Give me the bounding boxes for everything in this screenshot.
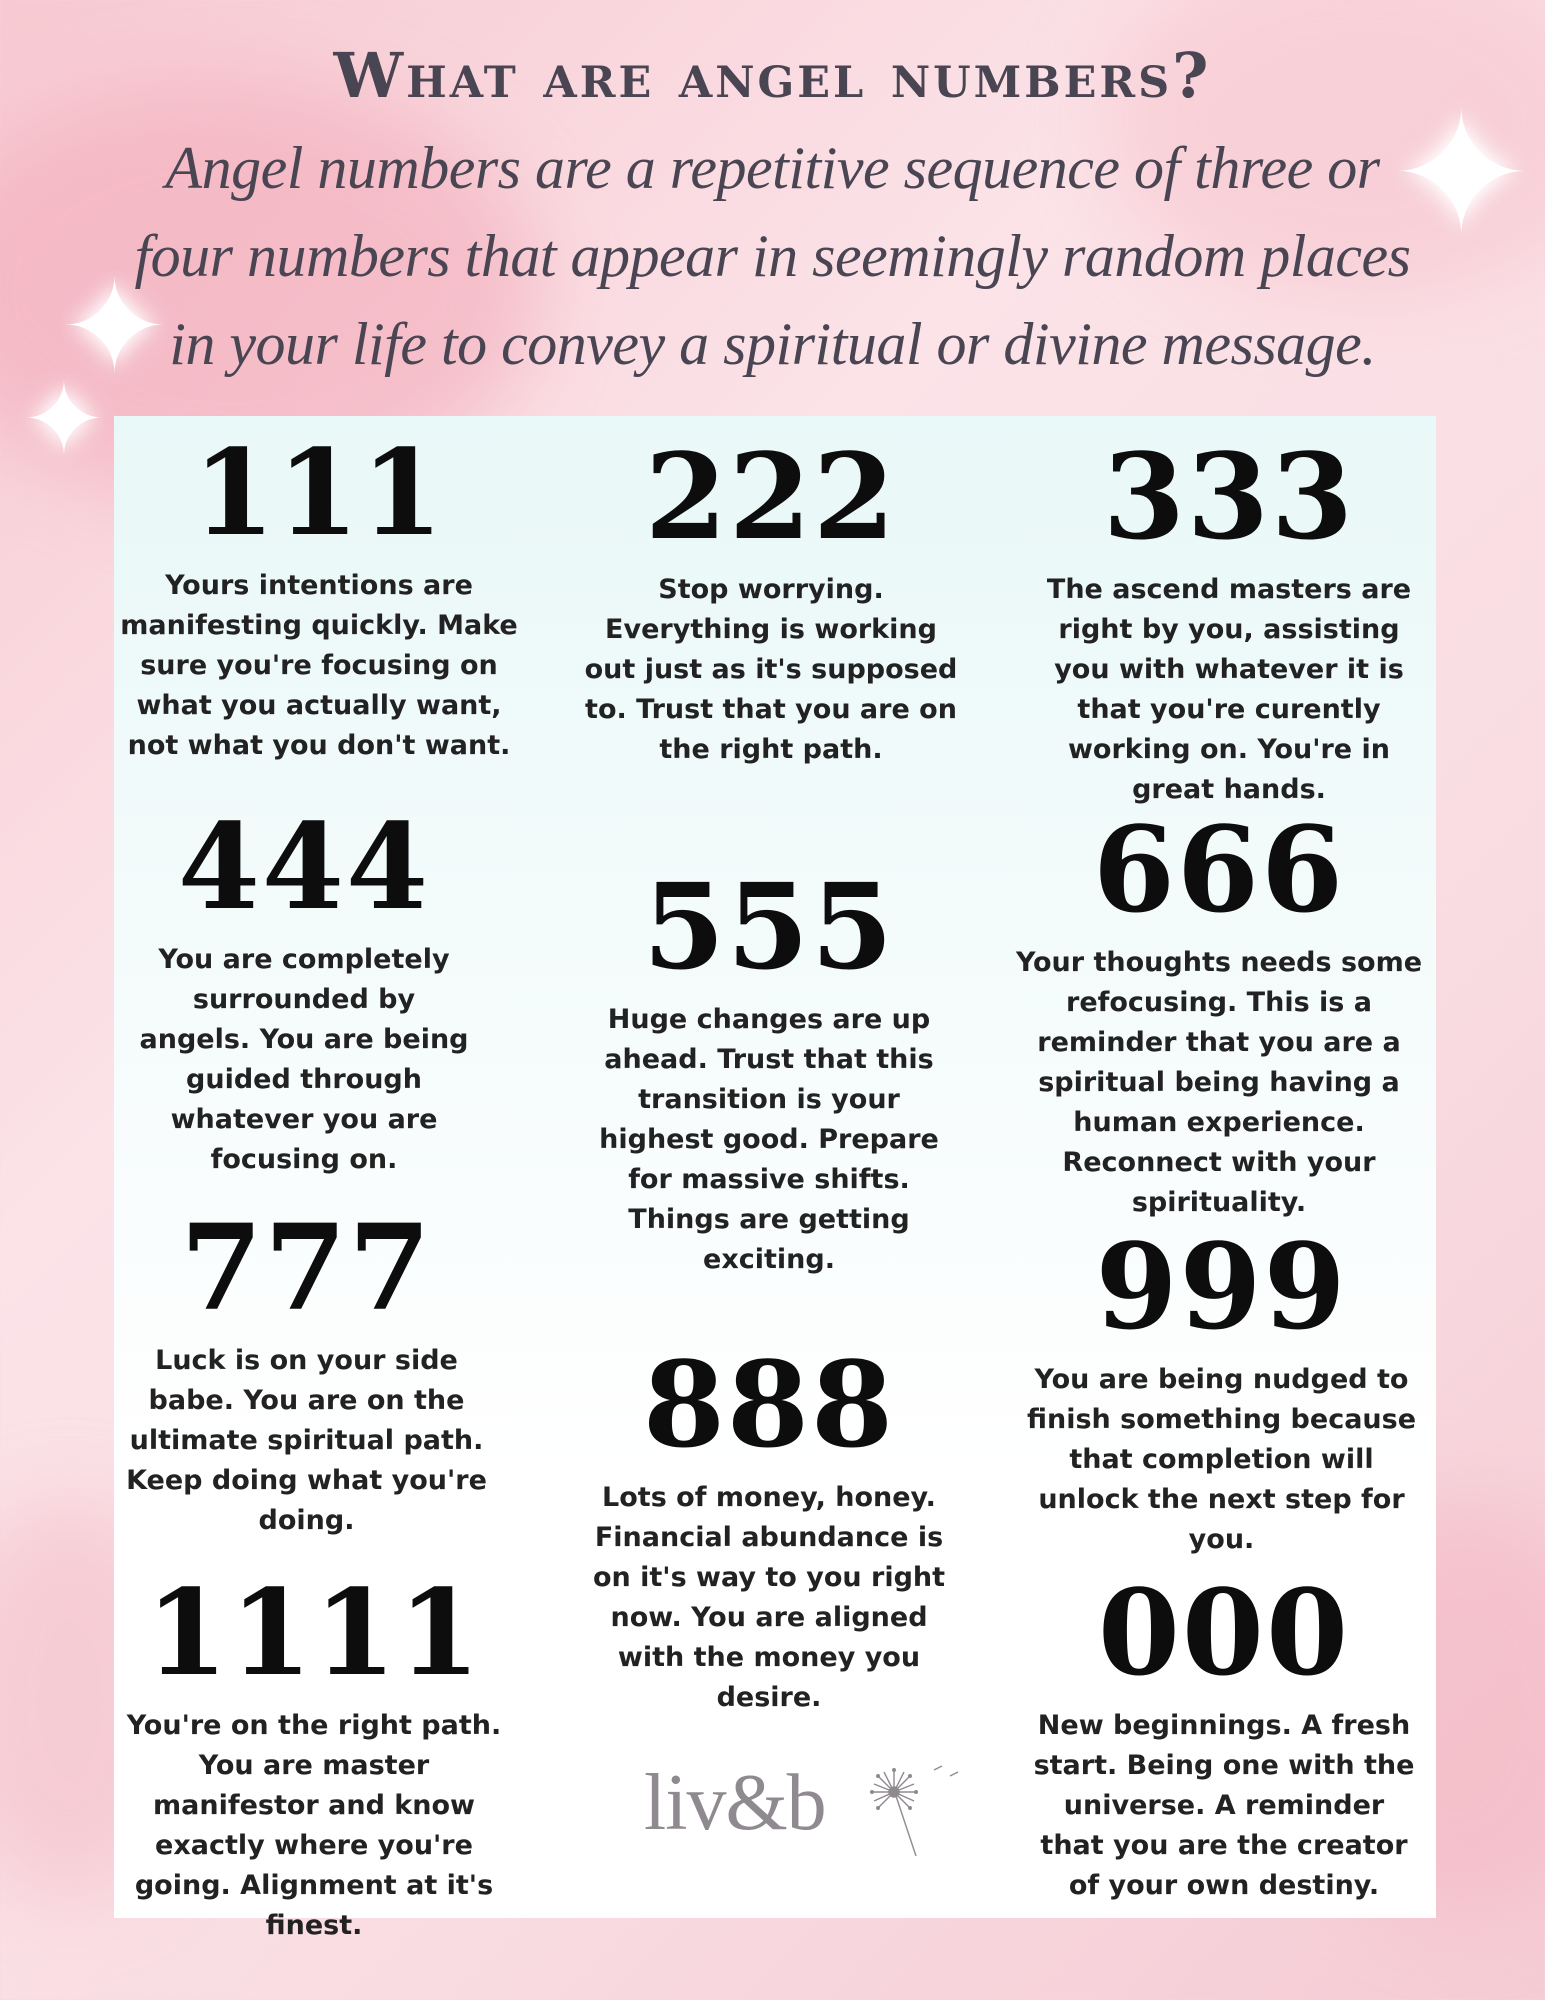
angel-number-card-1111: [114, 1563, 514, 1946]
angel-number-card-444: [134, 797, 474, 1180]
header: [0, 30, 1545, 388]
angel-number-card-777: [114, 1198, 499, 1541]
angel-number: 222: [644, 427, 898, 566]
angel-number-meaning: You're on the right path. You are master manifestor and know exactly where you're going. Alignment at it's finest.: [126, 1710, 502, 1941]
page-title: What are angel numbers?: [333, 39, 1212, 112]
angel-number: 000: [1097, 1563, 1351, 1702]
brand-logo: [644, 1756, 974, 1866]
angel-number-meaning: Lots of money, honey. Financial abundance is on it's way to you right now. You are aligned with the money you desire.: [592, 1482, 946, 1713]
angel-number-meaning: Huge changes are up ahead. Trust that this transition is your highest good. Prepare for massive shifts. Things are getting exciting.: [599, 1004, 939, 1275]
angel-number: 333: [1102, 427, 1356, 566]
angel-number-meaning: New beginnings. A fresh start. Being one with the universe. A reminder that you are the creator of your own destiny.: [1033, 1710, 1415, 1901]
angel-number-meaning: Yours intentions are manifesting quickly. Make sure you're focusing on what you actually want, not what you don't want.: [120, 570, 518, 761]
angel-numbers-panel: [114, 416, 1436, 1941]
logo-text: liv&b: [644, 1759, 826, 1847]
angel-number: 444: [177, 797, 431, 936]
angel-number: 555: [642, 857, 896, 996]
angel-number-meaning: Stop worrying. Everything is working out just as it's supposed to. Trust that you are on the right path.: [584, 574, 958, 765]
sparkle-icon: ✦: [22, 361, 106, 478]
angel-number-meaning: The ascend masters are right by you, assisting you with whatever it is that you're curently working on. You're in great hands.: [1046, 574, 1412, 805]
angel-number: 1111: [145, 1563, 483, 1702]
angel-number: 666: [1092, 800, 1346, 939]
angel-number-meaning: You are completely surrounded by angels. You are being guided through whatever you are focusing on.: [139, 944, 469, 1175]
angel-number-card-222: [576, 427, 966, 770]
angel-number: 777: [180, 1198, 433, 1337]
angel-number: 999: [1095, 1217, 1348, 1356]
angel-number-card-000: [1029, 1563, 1419, 1906]
angel-number-meaning: Your thoughts needs some refocusing. This is a reminder that you are a spiritual being having a human experience. Reconnect with your spirituality.: [1015, 947, 1423, 1218]
angel-number-card-111: [114, 423, 524, 766]
sparkle-icon: ✦: [60, 251, 169, 403]
dandelion-icon: [854, 1756, 974, 1866]
angel-number-card-888: [574, 1335, 964, 1718]
angel-number-meaning: Luck is on your side babe. You are on the ultimate spiritual path. Keep doing what you're doing.: [126, 1345, 487, 1536]
angel-number: 888: [642, 1335, 896, 1474]
angel-number-card-333: [1029, 427, 1429, 810]
angel-number-card-666: [1009, 800, 1429, 1223]
sparkle-icon: ✦: [1390, 76, 1533, 274]
angel-number-card-555: [579, 857, 959, 1280]
angel-number-card-999: [1019, 1217, 1424, 1560]
angel-number: 111: [192, 423, 446, 562]
page-subtitle: Angel numbers are a repetitive sequence of three or four numbers that appear in seemingly random places in your life to convey a spiritual or divine message.: [134, 135, 1411, 377]
angel-number-meaning: You are being nudged to finish something because that completion will unlock the next step for you.: [1026, 1364, 1417, 1555]
